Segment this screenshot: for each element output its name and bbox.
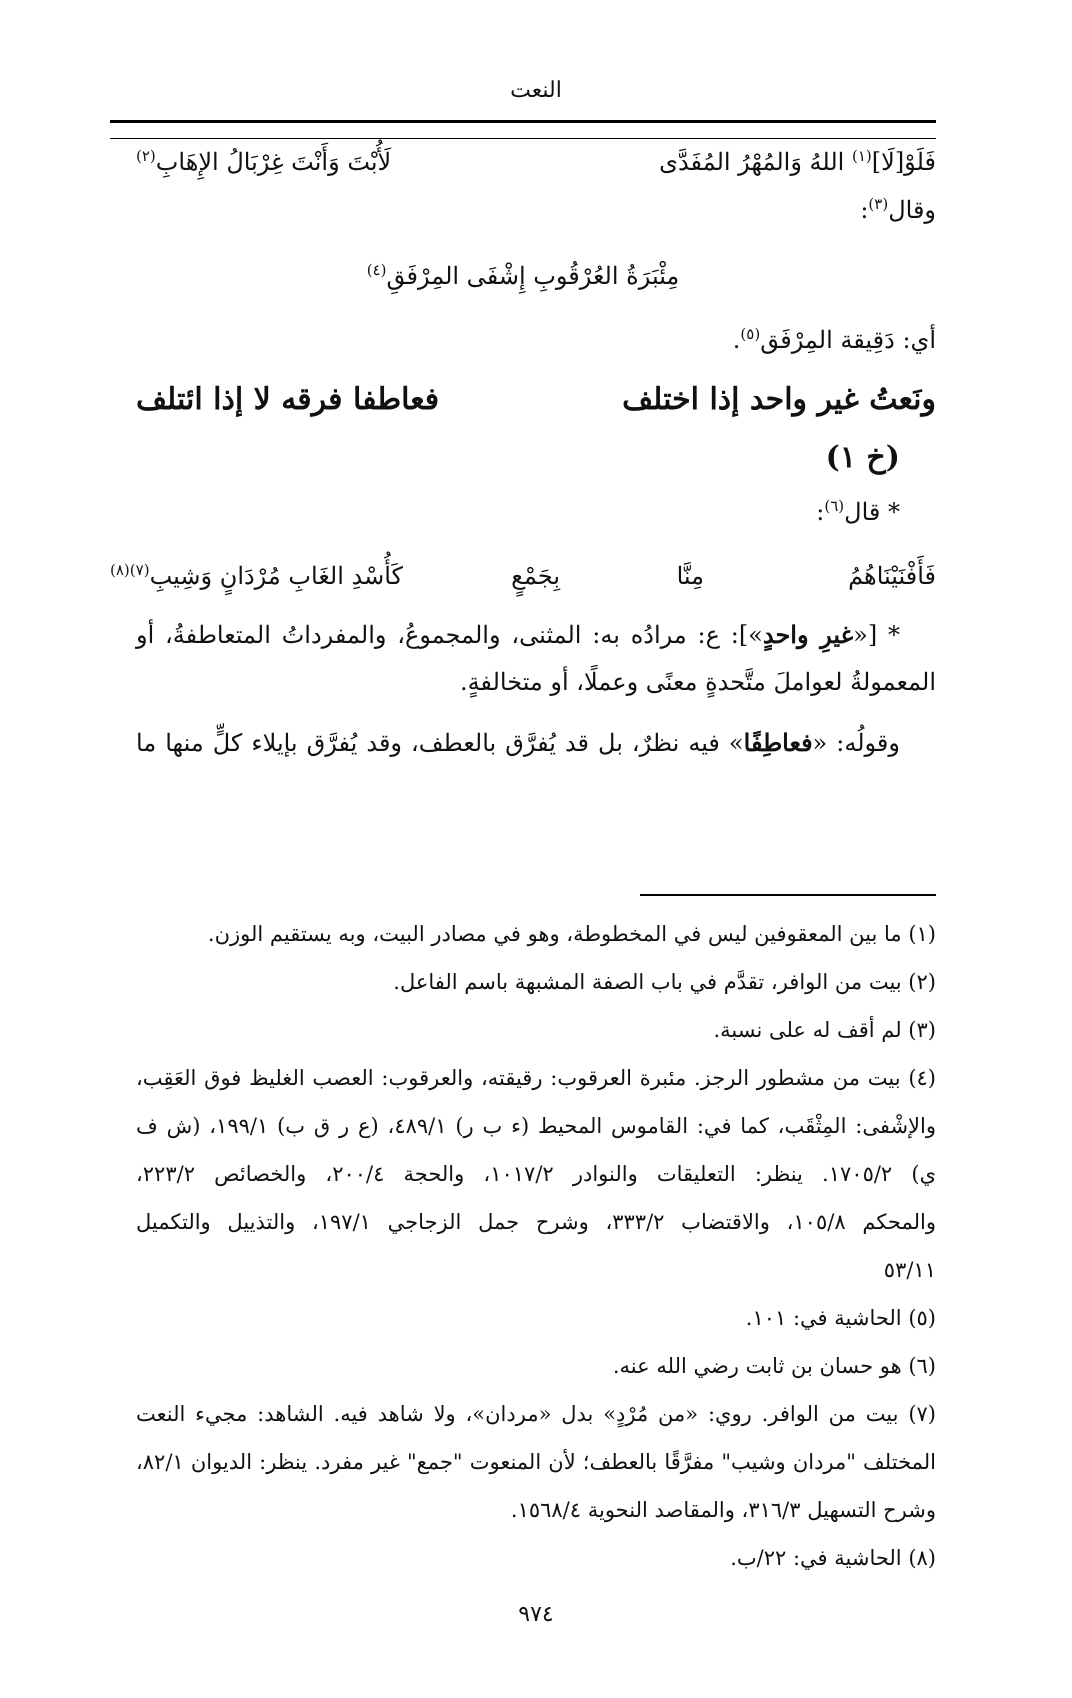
explanation-period: . — [732, 326, 741, 354]
verse2 — [110, 262, 936, 290]
running-header: النعت — [510, 78, 562, 103]
footnote-4-line-1: (٤) بيت من مشطور الرجز. مئبرة العرقوب: رقيقته، والعرقوب: العصب الغليظ فوق العَقِب، — [136, 1066, 936, 1090]
verse1-right-text: فَلَوْ[لَا] — [871, 148, 936, 176]
qala2-colon: : — [816, 498, 825, 526]
footnote-ref-6: (٦) — [824, 497, 845, 515]
footnote-4-line-5: ٥٣/١١ — [883, 1258, 936, 1282]
footnote-ref-4: (٤) — [366, 261, 387, 279]
footnote-2: (٢) بيت من الوافر، تقدَّم في باب الصفة المشبهة باسم الفاعل. — [393, 970, 936, 994]
commentary-lemma: غيرِ واحدٍ — [762, 620, 854, 649]
verse1-right-rest: اللهُ وَالمُهْرُ المُفَدَّى — [659, 148, 852, 176]
matn-second-hemistich: فعاطفا فرقه لا إذا ائتلف — [136, 382, 440, 417]
footnote-7-line-1: (٧) بيت من الوافر. روي: «من مُرْدٍ» بدل «مردان»، ولا شاهد فيه. الشاهد: مجيء النعت — [136, 1402, 936, 1426]
footnote-7-line-2: المختلف "مردان وشيب" مفرَّقًا بالعطف؛ لأن المنعوت "جمع" غير مفرد. ينظر: الديوان ٨٢/١، — [136, 1450, 936, 1474]
footnote-7-line-3: وشرح التسهيل ٣١٦/٣، والمقاصد النحوية ١٥٦٨/٤. — [510, 1498, 936, 1522]
footnote-ref-1: (١) — [851, 147, 872, 165]
quote-lemma: فعاطِفًا — [743, 728, 813, 757]
verse1-second-hemistich — [136, 148, 391, 176]
header-rule-thin — [110, 138, 936, 139]
verse3-word-2: مِنَّا — [676, 562, 704, 590]
commentary-open: * [« — [853, 621, 900, 649]
footnote-5: (٥) الحاشية في: ١٠١. — [745, 1306, 936, 1330]
explanation-text: أي: دَقِيقة المِرْفَق — [760, 326, 936, 354]
matn-reference: (خ ١) — [825, 440, 900, 475]
verse3-second-hemistich — [110, 562, 403, 590]
qala1-text: وقال — [888, 196, 936, 224]
footnote-ref-3: (٣) — [868, 195, 889, 213]
commentary-line-1 — [136, 620, 900, 649]
commentary-text: »]: ع: مرادُه به: المثنى، والمجموعُ، والمفرداتُ المتعاطفةُ، أو — [136, 621, 763, 649]
footnote-separator — [640, 894, 936, 896]
footnote-ref-5: (٥) — [740, 325, 761, 343]
footnote-ref-7-8: (٧)(٨) — [110, 561, 150, 579]
footnote-6: (٦) هو حسان بن ثابت رضي الله عنه. — [612, 1354, 936, 1378]
verse1-left-text: لَأُبْتَ وَأَنْتَ غِرْبَالُ الإِهَابِ — [155, 148, 392, 176]
footnote-4-line-3: ي) ١٧٠٥/٢. ينظر: التعليقات والنوادر ١٠١٧/٢، والحجة ٢٠٠/٤، والخصائص ٢٢٣/٢، — [136, 1162, 936, 1186]
footnote-8: (٨) الحاشية في: ٢٢/ب. — [730, 1546, 936, 1570]
verse3-word-1: فَأَفْنَيْنَاهُمُ — [848, 562, 936, 590]
footnote-ref-2: (٢) — [136, 147, 156, 165]
page-number: ٩٧٤ — [518, 1602, 554, 1627]
footnote-4-line-4: والمحكم ١٠٥/٨، والاقتضاب ٣٣٣/٢، وشرح جمل الزجاجي ١٩٧/١، والتذييل والتكميل — [136, 1210, 936, 1234]
qala-line-2 — [816, 498, 900, 526]
qala1-colon: : — [860, 196, 869, 224]
verse1-first-hemistich — [659, 148, 936, 176]
quote-text: » فيه نظرٌ، بل قد يُفرَّق بالعطف، وقد يُفرَّق بإيلاء كلٍّ منها ما — [136, 729, 744, 757]
qala-line-1 — [136, 196, 936, 224]
commentary-line-3 — [136, 728, 900, 757]
quote-open: وقولُه: « — [812, 729, 900, 757]
footnote-3: (٣) لم أقف له على نسبة. — [713, 1018, 936, 1042]
qala2-text: * قال — [844, 498, 900, 526]
verse3-left-text: كَأُسْدِ الغَابِ مُرْدَانٍ وَشِيبِ — [149, 562, 403, 590]
matn-first-hemistich: ونَعتُ غير واحد إذا اختلف — [622, 382, 936, 417]
header-rule-thick — [110, 120, 936, 123]
footnote-4-line-2: والإشْفى: المِثْقَب، كما في: القاموس المحيط (ء ب ر) ٤٨٩/١، (ع ر ق ب) ١٩٩/١، (ش ف — [136, 1114, 936, 1138]
footnote-1: (١) ما بين المعقوفين ليس في المخطوطة، وهو في مصادر البيت، وبه يستقيم الوزن. — [207, 922, 936, 946]
commentary-line-2: المعمولةُ لعواملَ متَّحدةٍ معنًى وعملًا، أو متخالفةٍ. — [459, 668, 936, 696]
explanation-line — [136, 326, 936, 354]
verse2-text: مِئْبَرَةُ العُرْقُوبِ إِشْفَى المِرْفَقِ — [386, 262, 680, 290]
verse3-word-3: بِجَمْعٍ — [511, 562, 560, 590]
